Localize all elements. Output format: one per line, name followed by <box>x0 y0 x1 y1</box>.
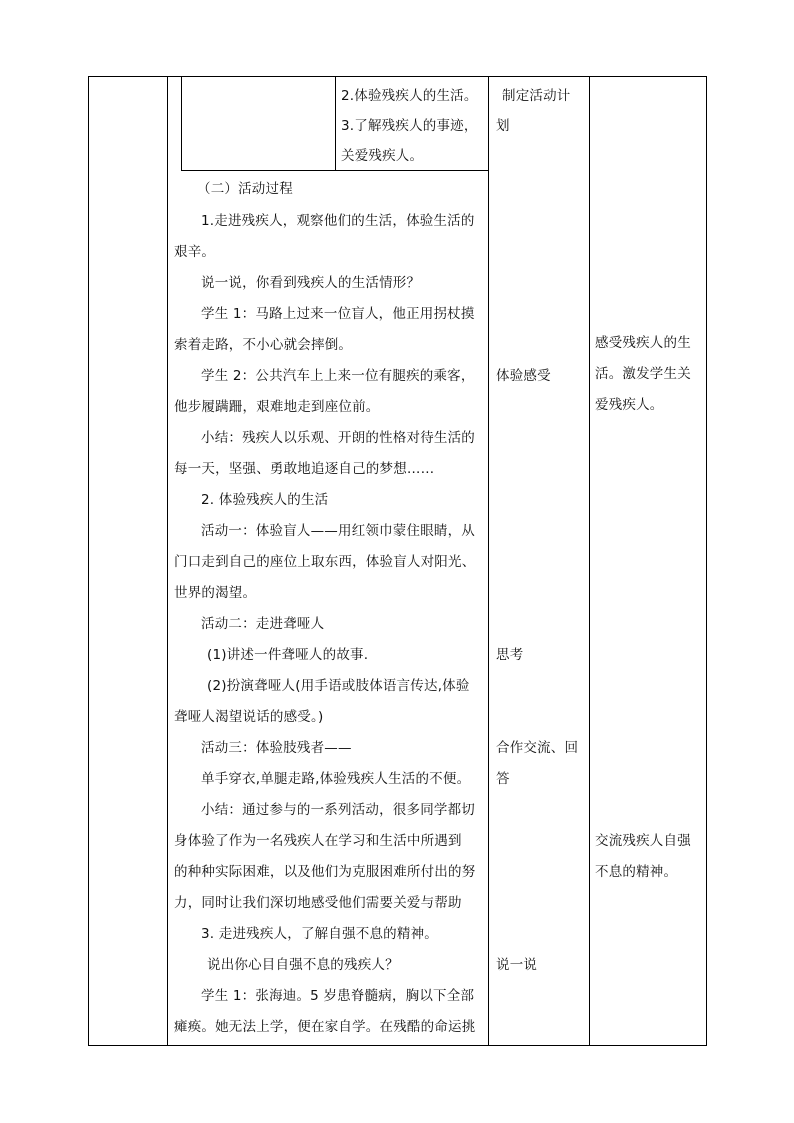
column-divider-1 <box>167 76 168 1046</box>
process-line: (2)扮演聋哑人(用手语或肢体语言传达,体验 <box>207 678 470 694</box>
column-divider-3 <box>589 76 590 1046</box>
process-line: 力，同时让我们深切地感受他们需要关爱与帮助 <box>174 895 462 911</box>
process-line: 学生 2：公共汽车上上来一位有腿疾的乘客， <box>201 368 475 384</box>
goal-line: 3.了解残疾人的事迹， <box>341 118 478 134</box>
process-line: 门口走到自己的座位上取东西，体验盲人对阳光、 <box>174 554 476 570</box>
inner-table-bottom <box>181 170 489 171</box>
process-line: 聋哑人渴望说话的感受。) <box>174 709 324 725</box>
process-line: 身体验了作为一名残疾人在学习和生活中所遇到 <box>174 833 462 849</box>
goal-line: 2.体验残疾人的生活。 <box>341 88 478 104</box>
process-line: 每一天，坚强、勇敢地追逐自己的梦想…… <box>174 461 435 477</box>
process-line: 活动一：体验盲人——用红领巾蒙住眼睛，从 <box>201 523 475 539</box>
design-intent-text: 交流残疾人自强 <box>595 833 691 849</box>
section-heading: （二）活动过程 <box>197 181 293 197</box>
student-activity-text: 答 <box>496 771 510 787</box>
process-line: 活动二：走进聋哑人 <box>201 616 325 632</box>
process-line: 索着走路，不小心就会摔倒。 <box>174 337 353 353</box>
table-border-left <box>88 76 89 1046</box>
process-line: 学生 1：马路上过来一位盲人，他正用拐杖摸 <box>201 306 475 322</box>
design-intent-text: 感受残疾人的生 <box>595 335 691 351</box>
process-line: 说一说，你看到残疾人的生活情形？ <box>201 275 421 291</box>
process-line: 单手穿衣,单腿走路,体验残疾人生活的不便。 <box>201 771 471 787</box>
process-line: 瘫痪。她无法上学，便在家自学。在残酷的命运挑 <box>174 1019 476 1035</box>
design-intent-text: 爱残疾人。 <box>595 397 664 413</box>
process-line: 3. 走进残疾人，了解自强不息的精神。 <box>201 926 438 942</box>
process-line: 2. 体验残疾人的生活 <box>201 492 329 508</box>
process-line: 学生 1：张海迪。5 岁患脊髓病，胸以下全部 <box>201 988 475 1004</box>
process-line: 世界的渴望。 <box>174 585 257 601</box>
inner-table-divider <box>335 76 336 171</box>
process-line: 说出你心目自强不息的残疾人？ <box>207 957 399 973</box>
table-border-bottom <box>88 1045 707 1046</box>
process-line: 活动三：体验肢残者—— <box>201 740 352 756</box>
student-activity-text: 合作交流、回 <box>496 740 579 756</box>
process-line: 小结：残疾人以乐观、开朗的性格对待生活的 <box>201 430 475 446</box>
student-activity-text: 制定活动计 <box>502 88 571 104</box>
process-line: 他步履蹒跚，艰难地走到座位前。 <box>174 399 380 415</box>
table-border-right <box>706 76 707 1046</box>
process-line: (1)讲述一件聋哑人的故事. <box>207 647 369 663</box>
process-line: 小结：通过参与的一系列活动，很多同学都切 <box>201 802 475 818</box>
process-line: 艰辛。 <box>174 244 216 260</box>
student-activity-text: 体验感受 <box>496 368 551 384</box>
design-intent-text: 不息的精神。 <box>595 864 678 880</box>
inner-table-left <box>181 76 182 171</box>
process-line: 的种种实际困难，以及他们为克服困难所付出的努 <box>174 864 476 880</box>
goal-line: 关爱残疾人。 <box>341 148 424 164</box>
process-line: 1.走进残疾人，观察他们的生活，体验生活的 <box>201 213 475 229</box>
design-intent-text: 活。激发学生关 <box>595 366 691 382</box>
column-divider-2 <box>488 76 489 1046</box>
student-activity-text: 说一说 <box>496 957 538 973</box>
student-activity-text: 划 <box>496 118 510 134</box>
student-activity-text: 思考 <box>496 647 524 663</box>
